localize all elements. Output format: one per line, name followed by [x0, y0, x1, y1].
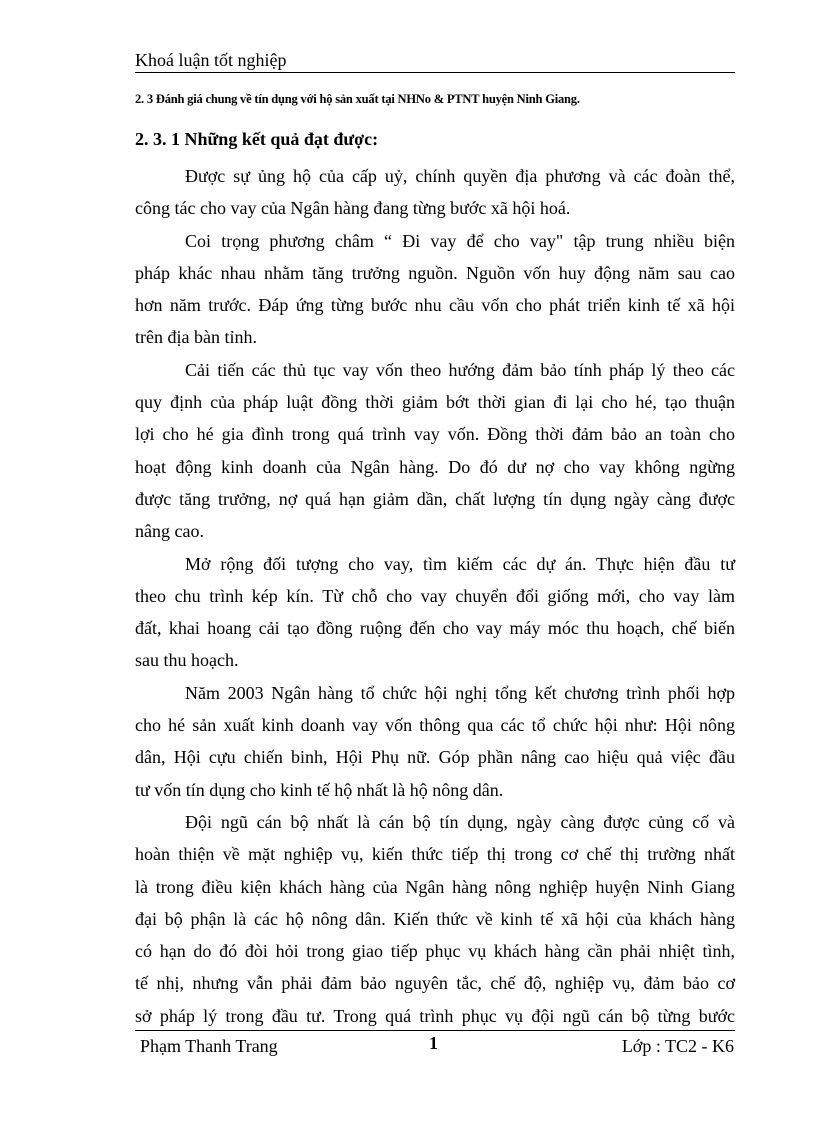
- footer-rule: [135, 1030, 735, 1031]
- text-line: tế nhị, nhưng vẫn phải đảm bảo nguyên tắc, chế độ, nghiệp vụ, đảm bảo cơ: [135, 973, 735, 994]
- footer-author: Phạm Thanh Trang: [140, 1036, 278, 1056]
- paragraph: [135, 677, 735, 806]
- header-rule: [135, 72, 735, 73]
- paragraph: [135, 225, 735, 354]
- text-line: có hạn do đó đòi hỏi trong giao tiếp phục vụ khách hàng cần phải nhiệt tình,: [135, 941, 735, 962]
- text-line: trên địa bàn tỉnh.: [135, 327, 257, 348]
- text-line: đại bộ phận là các hộ nông dân. Kiến thức về kinh tế xã hội của khách hàng: [135, 908, 735, 929]
- paragraph: [135, 160, 735, 225]
- text-line: sở pháp lý trong đầu tư. Trong quá trình phục vụ đội ngũ cán bộ từng bước: [135, 1005, 735, 1026]
- text-line: Được sự ủng hộ của cấp uỷ, chính quyền địa phương và các đoàn thể,: [185, 166, 735, 186]
- text-line: dân, Hội cựu chiến binh, Hội Phụ nữ. Góp phần nâng cao hiệu quả việc đầu: [135, 747, 735, 768]
- text-line: công tác cho vay của Ngân hàng đang từng bước xã hội hoá.: [135, 198, 571, 219]
- paragraph: [135, 806, 735, 1032]
- text-line: quy định của pháp luật đồng thời giảm bớt thời gian đi lại cho hé, tạo thuận: [135, 392, 735, 413]
- text-line: được tăng trưởng, nợ quá hạn giảm dần, chất lượng tín dụng ngày càng được: [135, 488, 735, 509]
- text-line: là trong điều kiện khách hàng của Ngân hàng nông nghiệp huyện Ninh Giang: [135, 876, 735, 897]
- paragraph: [135, 354, 735, 548]
- text-line: Đội ngũ cán bộ nhất là cán bộ tín dụng, ngày càng được củng cố và: [185, 811, 735, 832]
- body-text: [135, 160, 735, 1032]
- text-line: cho hé sản xuất kinh doanh vay vốn thông qua các tổ chức hội như: Hội nông: [135, 715, 735, 736]
- text-line: hoạt động kinh doanh của Ngân hàng. Do đó dư nợ cho vay không ngừng: [135, 456, 735, 477]
- text-line: hoàn thiện về mặt nghiệp vụ, kiến thức tiếp thị trong cơ chế thị trường nhất: [135, 844, 735, 865]
- text-line: Cải tiến các thủ tục vay vốn theo hướng đảm bảo tính pháp lý theo các: [185, 359, 735, 380]
- text-line: Mở rộng đối tượng cho vay, tìm kiếm các dự án. Thực hiện đầu tư: [185, 553, 735, 574]
- section-title: 2. 3 Đánh giá chung về tín dụng với hộ sản xuất tại NHNo & PTNT huyện Ninh Giang.: [135, 92, 580, 106]
- text-line: tư vốn tín dụng cho kinh tế hộ nhất là hộ nông dân.: [135, 779, 504, 800]
- page-number: 1: [429, 1033, 438, 1053]
- paragraph: [135, 548, 735, 677]
- text-line: theo chu trình kép kín. Từ chỗ cho vay chuyển đổi giống mới, cho vay làm: [135, 585, 735, 606]
- text-line: nâng cao.: [135, 521, 204, 542]
- subsection-title: 2. 3. 1 Những kết quả đạt được:: [135, 129, 379, 149]
- text-line: lợi cho hé gia đình trong quá trình vay vốn. Đồng thời đảm bảo an toàn cho: [135, 424, 735, 445]
- text-line: Coi trọng phương châm “ Đi vay để cho vay" tập trung nhiều biện: [185, 230, 735, 251]
- footer-class: Lớp : TC2 - K6: [621, 1036, 734, 1056]
- text-line: pháp khác nhau nhằm tăng trưởng nguồn. Nguồn vốn huy động năm sau cao: [135, 262, 735, 283]
- text-line: Năm 2003 Ngân hàng tổ chức hội nghị tổng kết chương trình phối hợp: [185, 682, 735, 703]
- text-line: đất, khai hoang cải tạo đồng ruộng đến cho vay máy móc thu hoạch, chế biến: [135, 618, 735, 639]
- page-header-title: Khoá luận tốt nghiệp: [135, 50, 287, 70]
- text-line: sau thu hoạch.: [135, 650, 239, 671]
- text-line: hơn năm trước. Đáp ứng từng bước nhu cầu vốn cho phát triển kinh tế xã hội: [135, 295, 735, 316]
